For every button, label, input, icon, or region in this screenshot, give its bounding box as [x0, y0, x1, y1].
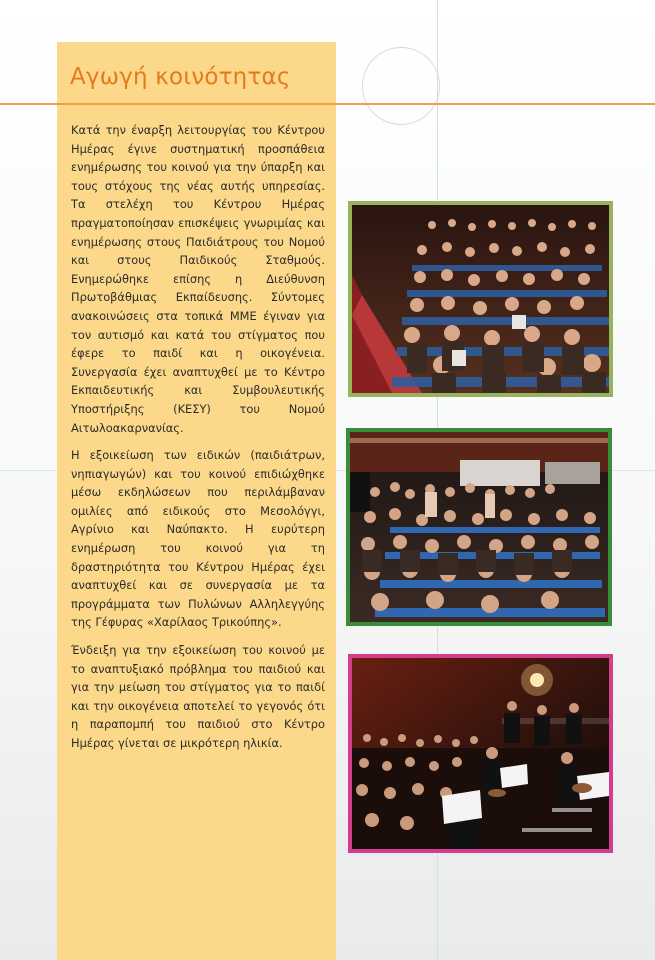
audience-photo-2	[346, 428, 612, 626]
audience-photo-2-image	[350, 432, 608, 622]
heading-rule	[0, 103, 655, 105]
decorative-circle	[362, 47, 440, 125]
audience-photo-1	[348, 201, 613, 397]
article-paragraph: Ένδειξη για την εξοικείωση του κοινού με το αναπτυξιακό πρόβλημα του παιδιού και για την μείωση του στίγματος για το παιδί και την οικογένεια αποτελεί το γεγονός ότι η παραπομπή του παιδιού στο Κέντρο Ημέρας γίνεται σε μικρότερη ηλικία.	[71, 643, 325, 750]
article-paragraph: Κατά την έναρξη λειτουργίας του Κέντρου Ημέρας έγινε συστηματική προσπάθεια ενημέρωσης του κοινού για την ύπαρξη και τους στόχους της νέας αυτής υπηρεσίας. Τα στελέχη του Κέντρου Ημέρας πραγματοποίησαν επισκέψεις γνωριμίας και ενημέρωσης στους Παιδιάτρους του Νομού και στους Παιδικούς Σταθμούς. Ενημερώθηκε επίσης η Διεύθυνση Πρωτοβάθμιας Εκπαίδευσης. Σύντομες ανακοινώσεις στα τοπικά ΜΜΕ έγιναν για τον αυτισμό και κατά του στίγματος που έφερε το παιδί και η οικογένεια. Συνεργασία έχει αναπτυχθεί με το Κέντρο Εκπαιδευτικής και Συμβουλευτικής Υποστήριξης (ΚΕΣΥ) του Νομού Αιτωλοακαρνανίας.	[71, 123, 325, 435]
audience-photo-1-image	[352, 205, 609, 393]
article-body	[71, 121, 325, 762]
concert-photo-image	[352, 658, 609, 849]
page-title: Αγωγή κοινότητας	[70, 64, 291, 90]
article-paragraph: Η εξοικείωση των ειδικών (παιδιάτρων, νηπιαγωγών) και του κοινού επιδιώχθηκε μέσω εκδηλώσεων που περιλάμβαναν ομιλίες από ειδικούς στο Μεσολόγγι, Αγρίνιο και Ναύπακτο. Η ευρύτερη ενημέρωση του κοινού για τη δραστηριότητα του Κέντρου Ημέρας έχει αναπτυχθεί και σε συνεργασία με τα προγράμματα των Πυλώνων Αλληλεγγύης της Γέφυρας «Χαρίλαος Τρικούπης».	[71, 448, 325, 630]
concert-photo	[348, 654, 613, 853]
